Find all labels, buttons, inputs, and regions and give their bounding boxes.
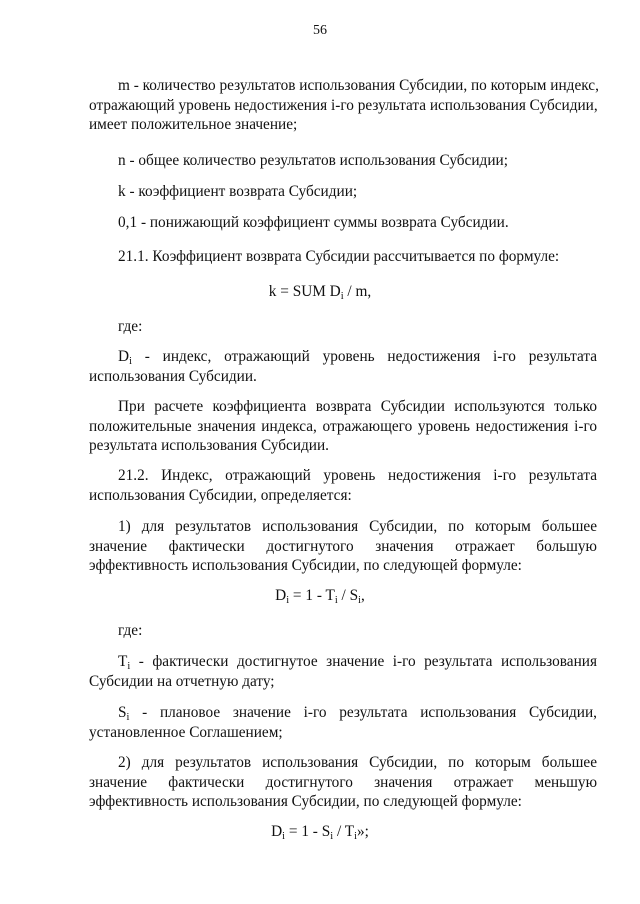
paragraph-21-1: 21.1. Коэффициент возврата Субсидии рассчитывается по формуле: (118, 248, 560, 265)
paragraph-di-definition (89, 347, 597, 386)
symbol-subscript: i (126, 711, 130, 723)
formula-subscript: i (282, 830, 286, 842)
text-line (89, 347, 597, 367)
paragraph-k-definition: k - коэффициент возврата Субсидии; (118, 183, 358, 200)
text-run: - индекс, отражающий уровень недостижения i-го результата (131, 348, 597, 365)
formula-text: = 1 - S (285, 823, 331, 840)
text-line: использования Субсидии. (89, 367, 257, 385)
formula-subscript: i (340, 290, 344, 302)
symbol: T (118, 653, 128, 670)
text-line: эффективность использования Субсидии, по следующей формуле: (89, 793, 522, 810)
formula-subscript: i (330, 830, 334, 842)
where-label: где: (118, 318, 143, 335)
text-line: отражающий уровень недостижения i-го результата использования Субсидии, (89, 96, 598, 114)
formula-index-case-1 (0, 587, 640, 605)
text-line: m - количество результатов использования Субсидии, по которым индекс, (118, 77, 599, 94)
paragraph-reducing-coefficient: 0,1 - понижающий коэффициент суммы возврата Субсидии. (118, 214, 509, 231)
text-line: значение фактически достигнутого значения отражает меньшую (89, 773, 597, 791)
text-line: результата использования Субсидии. (89, 437, 329, 454)
text-line: использования Субсидии, определяется: (89, 486, 352, 504)
text-line: 1) для результатов использования Субсидии, по которым большее (118, 518, 597, 535)
formula-subscript: i (354, 830, 357, 842)
paragraph-m-definition (89, 76, 597, 135)
formula-text: D (271, 823, 283, 840)
formula-text: = 1 - T (289, 587, 335, 604)
paragraph-21-2 (89, 466, 597, 505)
paragraph-si-definition (89, 703, 597, 742)
formula-return-coefficient (0, 283, 640, 301)
formula-text: D (275, 587, 287, 604)
text-line: Субсидии на отчетную дату; (89, 672, 275, 690)
symbol: S (118, 704, 127, 721)
text-line: значение фактически достигнутого значения отражает большую (89, 537, 597, 555)
text-line: имеет положительное значение; (89, 116, 298, 133)
text-line: При расчете коэффициента возврата Субсидии используются только (118, 398, 597, 415)
formula-subscript: i (358, 594, 362, 606)
text-run: - фактически достигнутое значение i-го результата использования (130, 653, 597, 670)
formula-text: »; (356, 823, 369, 840)
text-line (89, 652, 597, 672)
formula-text: / m, (343, 283, 372, 300)
formula-text: k = SUM D (268, 283, 341, 300)
paragraph-ti-definition (89, 652, 597, 691)
paragraph-positive-values (89, 397, 597, 456)
symbol: D (118, 348, 130, 365)
page-number: 56 (313, 23, 327, 38)
formula-subscript: i (334, 594, 338, 606)
formula-index-case-2 (0, 823, 640, 841)
text-line: положительные значения индекса, отражающего уровень недостижения i-го (89, 417, 597, 435)
where-label: где: (118, 622, 143, 639)
formula-subscript: i (286, 594, 290, 606)
text-line (89, 703, 597, 723)
text-line: установленное Соглашением; (89, 723, 283, 741)
paragraph-n-definition: n - общее количество результатов использования Субсидии; (118, 152, 508, 169)
symbol-subscript: i (127, 660, 131, 672)
text-line: эффективность использования Субсидии, по следующей формуле: (89, 557, 522, 574)
text-line: 2) для результатов использования Субсидии, по которым большее (118, 754, 597, 771)
paragraph-case-2 (89, 753, 597, 812)
symbol-subscript: i (129, 355, 132, 367)
text-run: - плановое значение i-го результата использования Субсидии, (129, 704, 597, 721)
text-line: 21.2. Индекс, отражающий уровень недостижения i-го результата (118, 467, 597, 484)
paragraph-case-1 (89, 517, 597, 576)
formula-text: , (361, 587, 365, 604)
formula-text: / T (333, 823, 355, 840)
formula-text: / S (337, 587, 359, 604)
